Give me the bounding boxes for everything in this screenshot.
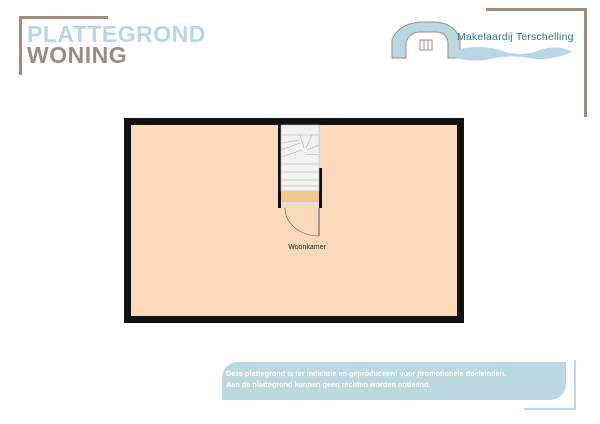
room-label-woonkamer: Woonkamer	[288, 244, 326, 251]
disclaimer-line2: Aan de plattegrond kunnen geen rechten worden ontleend.	[226, 380, 431, 389]
disclaimer-bracket	[524, 360, 576, 410]
page-title-line1: PLATTEGROND	[27, 21, 206, 47]
logo-text: Makelaardij Terschelling	[457, 31, 574, 43]
disclaimer-line1: Deze plattegrond is ter indicatie en geproduceerd voor promotionele doeleinden.	[226, 369, 507, 378]
page-title-line2: WONING	[27, 42, 128, 68]
staircase	[281, 125, 319, 206]
